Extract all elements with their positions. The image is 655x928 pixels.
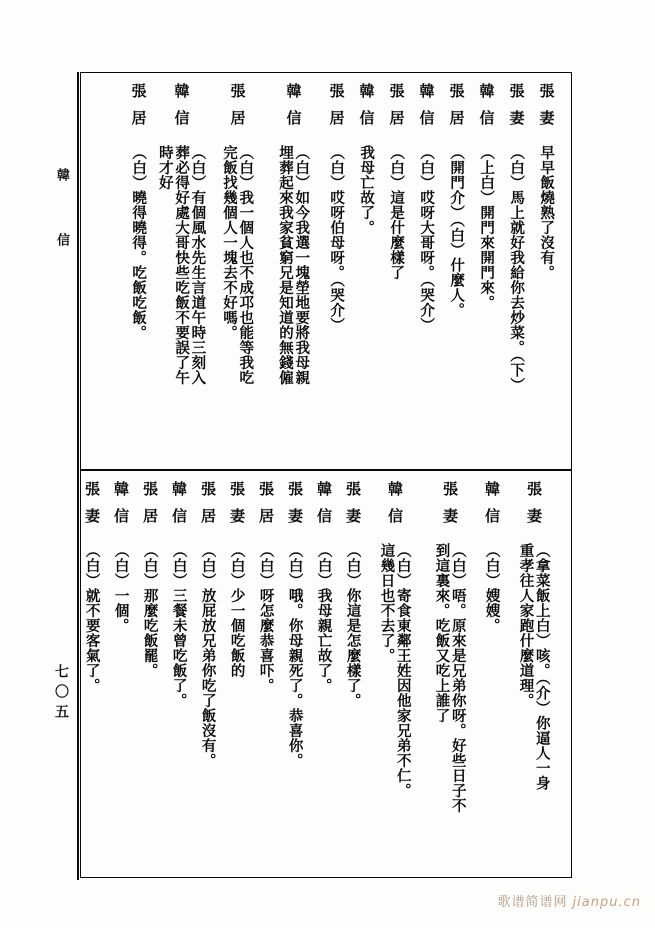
speech-line: （白）少一個吃飯的 xyxy=(228,543,246,678)
text-frame xyxy=(80,72,572,878)
speaker-name: 張居 xyxy=(129,83,148,137)
speaker-name: 張妻 xyxy=(507,83,526,137)
speech-line: （白）如今我選一塊塋地要將我母親 xyxy=(293,145,311,385)
speech-column xyxy=(106,479,135,873)
panel-bottom xyxy=(81,471,571,877)
speech-lines xyxy=(358,145,374,465)
speech-column xyxy=(280,479,309,873)
speech-line: 完飯找幾個人一塊去不好嗎。 xyxy=(221,145,238,340)
speaker-name: 張妻 xyxy=(441,481,459,535)
speech-column xyxy=(422,479,477,873)
speaker-name: 韓信 xyxy=(357,83,376,137)
speaker-name: 張妻 xyxy=(286,481,304,535)
speech-lines xyxy=(388,145,404,465)
speech-lines xyxy=(328,145,344,465)
speech-line: 到這裏來。吃飯又吃上誰了 xyxy=(433,543,451,723)
speech-lines xyxy=(157,145,206,465)
speech-line: 重孝往人家跑什麼道理。 xyxy=(517,543,535,708)
speech-lines xyxy=(517,543,549,873)
speech-column xyxy=(441,81,471,465)
speech-lines xyxy=(344,543,360,873)
speaker-name: 韓信 xyxy=(170,481,188,535)
speech-column xyxy=(209,81,265,465)
speaker-name: 韓信 xyxy=(477,83,496,137)
watermark xyxy=(498,891,641,910)
speech-lines xyxy=(199,543,215,873)
speech-line: （拿菜飯上白）咳。（介）你逼人一身 xyxy=(533,543,551,791)
speech-lines xyxy=(538,145,554,465)
speech-line: （白）就不要客氣了。 xyxy=(83,543,101,693)
speech-column xyxy=(164,479,193,873)
speech-column xyxy=(338,479,367,873)
speech-column xyxy=(381,81,411,465)
speech-column xyxy=(135,479,164,873)
speech-lines xyxy=(378,543,410,873)
speech-line: 埋葬起來我家貧窮兄是知道的無錢僱 xyxy=(277,145,294,385)
speech-line: （白）這是什麼樣了 xyxy=(388,145,406,280)
speech-column xyxy=(193,479,222,873)
speech-line: （上白）開門來開門來。 xyxy=(478,145,496,310)
speaker-name: 韓信 xyxy=(315,481,333,535)
speech-line: （白）呀怎麼恭喜吓。 xyxy=(257,543,275,693)
speech-line: （白）有個風水先生言道午時三刻入 xyxy=(189,145,207,385)
speech-line: 這幾日也不去了。 xyxy=(378,543,396,663)
speaker-name: 張居 xyxy=(387,83,406,137)
speech-column xyxy=(477,479,506,873)
speech-line: 我母亡故了。 xyxy=(358,145,376,235)
speech-lines xyxy=(170,543,186,873)
watermark-url: jianpu.cn xyxy=(572,895,641,910)
page-number: 七〇五 xyxy=(53,664,69,724)
speech-line: （白）馬上就好我給你去炒菜。（下） xyxy=(508,145,526,393)
speech-lines xyxy=(277,145,309,465)
watermark-label: 歌谱简谱网 xyxy=(497,895,568,910)
speech-line: （白）哎呀伯母呀。（哭介） xyxy=(328,145,346,333)
speech-lines xyxy=(508,145,524,465)
speech-column xyxy=(77,479,106,873)
speaker-name: 韓信 xyxy=(172,83,191,137)
speech-column xyxy=(501,81,531,465)
speech-lines xyxy=(418,145,434,465)
speech-line: （白）曉得曉得。吃飯吃飯。 xyxy=(130,145,148,340)
speaker-name: 張妻 xyxy=(525,481,543,535)
speech-line: （白）寄食東鄰王姓因他家兄弟不仁。 xyxy=(394,543,412,798)
speech-line: （開門介）（白）什麼人。 xyxy=(448,145,466,318)
speech-line: （白）我母親亡故了。 xyxy=(315,543,333,693)
speech-line: （白）一個。 xyxy=(112,543,130,633)
speaker-name: 張居 xyxy=(327,83,346,137)
speaker-name: 韓信 xyxy=(112,481,130,535)
speaker-name: 張妻 xyxy=(537,83,556,137)
speaker-name: 韓信 xyxy=(386,481,404,535)
speaker-name: 張妻 xyxy=(83,481,101,535)
speaker-name: 張居 xyxy=(447,83,466,137)
speech-lines xyxy=(478,145,494,465)
speech-line: （白）放屁放兄弟你吃了飯沒有。 xyxy=(199,543,217,768)
speech-column xyxy=(251,479,280,873)
speech-line: （白）三餐未曾吃飯了。 xyxy=(170,543,188,708)
speech-lines xyxy=(448,145,464,465)
speech-column xyxy=(471,81,501,465)
speech-column xyxy=(222,479,251,873)
speech-column xyxy=(506,479,561,873)
speech-column xyxy=(123,81,153,465)
speech-column xyxy=(367,479,422,873)
speech-line: （白）嫂嫂。 xyxy=(483,543,501,633)
speech-lines xyxy=(257,543,273,873)
speech-lines xyxy=(112,543,128,873)
speech-line: 早早飯燒熟了沒有。 xyxy=(538,145,556,280)
speech-lines xyxy=(315,543,331,873)
speaker-name: 韓信 xyxy=(417,83,436,137)
speech-column xyxy=(531,81,561,465)
speech-line: 葬必得好處大哥快些吃飯不要誤了午 xyxy=(173,145,191,385)
speaker-name: 張居 xyxy=(199,481,217,535)
speech-line: （白）我一個人也不成邛也能等我吃 xyxy=(237,145,255,385)
speaker-name: 張妻 xyxy=(344,481,362,535)
speaker-name: 張妻 xyxy=(228,481,246,535)
running-head: 韓信 xyxy=(54,168,69,298)
speech-lines xyxy=(433,543,465,873)
speech-lines xyxy=(228,543,244,873)
speech-line: 時才好 xyxy=(156,145,174,190)
speech-column xyxy=(309,479,338,873)
speech-lines xyxy=(221,145,253,465)
speech-lines xyxy=(83,543,99,873)
speaker-name: 張居 xyxy=(141,481,159,535)
speech-column xyxy=(411,81,441,465)
speaker-name: 張居 xyxy=(257,481,275,535)
speaker-name: 韓信 xyxy=(483,481,501,535)
speech-lines xyxy=(286,543,302,873)
speech-lines xyxy=(130,145,146,465)
panel-top xyxy=(81,73,571,469)
speech-line: （白）那麼吃飯罷。 xyxy=(141,543,159,678)
speech-line: （白）哎呀大哥呀。（哭介） xyxy=(418,145,436,333)
speaker-name: 韓信 xyxy=(284,83,303,137)
speech-lines xyxy=(141,543,157,873)
speech-line: （白）你這是怎麼樣了。 xyxy=(344,543,362,708)
speech-column xyxy=(351,81,381,465)
speech-column xyxy=(153,81,209,465)
speech-lines xyxy=(483,543,499,873)
speech-line: （白）哦。你母親死了。恭喜你。 xyxy=(286,543,304,768)
speech-line: （白）唔。原來是兄弟你呀。好些日子不 xyxy=(449,543,467,813)
speech-column xyxy=(321,81,351,465)
speaker-name: 張居 xyxy=(228,83,247,137)
speech-column xyxy=(265,81,321,465)
